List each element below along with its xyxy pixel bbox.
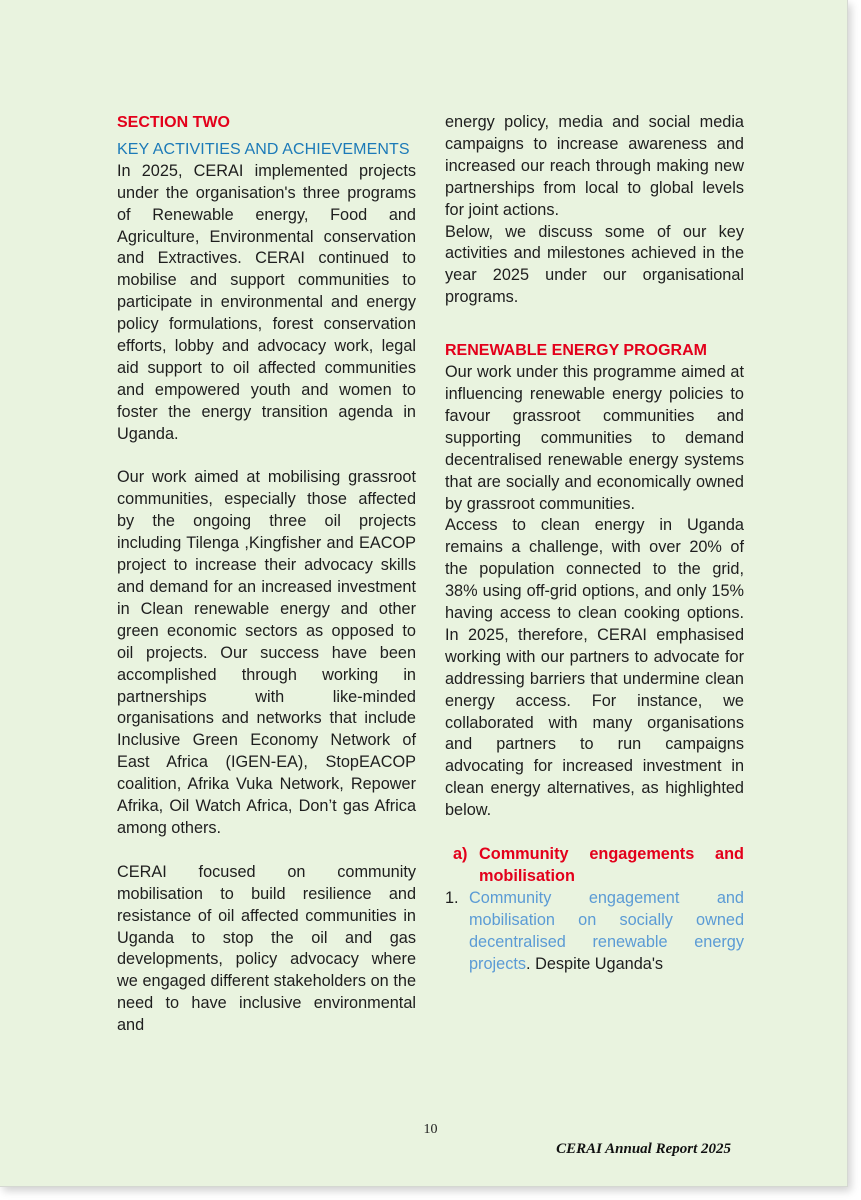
left-paragraph-2: Our work aimed at mobilising grassroot communities, especially those affected by the ongoing three oil projects including Tilenga ,Kingfisher and EACOP project to increase their advocacy skills and demand for an increased investment in Clean renewable energy and other green economic sectors as opposed to oil projects. Our success have been accomplished through working in partnerships with like-minded organisations and networks that include Inclusive Green Economy Network of East Africa (IGEN-EA), StopEACOP coalition, Afrika Vuka Network, Repower Afrika, Oil Watch Africa, Don’t gas Africa among others. — [117, 468, 416, 837]
left-paragraph-3: CERAI focused on community mobilisation to build resilience and resistance of oil affected communities in Uganda to stop the oil and gas developments, policy advocacy where we engaged different stakeholders on the need to have inclusive environmental and — [117, 862, 416, 1035]
left-column — [117, 112, 416, 1037]
subheading-community-engagements — [445, 844, 744, 888]
section-label: SECTION TWO — [117, 114, 230, 131]
footer-report-title: CERAI Annual Report 2025 — [556, 1141, 731, 1157]
list-item-highlight: Community engagement and mobilisation on socially owned decentralised renewable energy projects — [469, 888, 744, 973]
right-paragraph-2: Below, we discuss some of our key activities and milestones achieved in the year 2025 under our organisational programs. — [445, 222, 744, 307]
list-item-text: . Despite Uganda's — [526, 954, 664, 973]
list-item — [445, 888, 744, 976]
subheading-text: Community engagements and mobilisation — [479, 844, 744, 885]
left-paragraph-1: In 2025, CERAI implemented projects under the organisation's three programs of Renewable energy, Food and Agriculture, Environmental conservation and Extractives. CERAI continued to mobilise and support communities to participate in environmental and energy policy formulations, forest conservation efforts, lobby and advocacy work, legal aid support to oil affected communities and empowered youth and women to foster the energy transition agenda in Uganda. — [117, 161, 416, 443]
right-paragraph-3: Our work under this programme aimed at influencing renewable energy policies to favour grassroot communities and supporting communities to demand decentralised renewable energy systems that are socially and economically owned by grassroot communities. — [445, 363, 744, 513]
list-item-body — [469, 888, 744, 976]
right-paragraph-4: Access to clean energy in Uganda remains a challenge, with over 20% of the population connected to the grid, 38% using off-grid options, and only 15% having access to clean cooking options. In 2025, therefore, CERAI emphasised working with our partners to advocate for addressing barriers that undermine clean energy access. For instance, we collaborated with many organisations and partners to run campaigns advocating for increased investment in clean energy alternatives, as highlighted below. — [445, 516, 744, 820]
right-column — [445, 112, 744, 975]
program-heading: RENEWABLE ENERGY PROGRAM — [445, 342, 707, 360]
section-subtitle: KEY ACTIVITIES AND ACHIEVEMENTS — [117, 140, 410, 158]
right-paragraph-1: energy policy, media and social media campaigns to increase awareness and increased our reach through making new partnerships from local to global levels for joint actions. — [445, 113, 744, 219]
page-number: 10 — [423, 1122, 438, 1137]
list-item-number: 1. — [445, 888, 459, 907]
subheading-marker: a) — [453, 844, 468, 863]
